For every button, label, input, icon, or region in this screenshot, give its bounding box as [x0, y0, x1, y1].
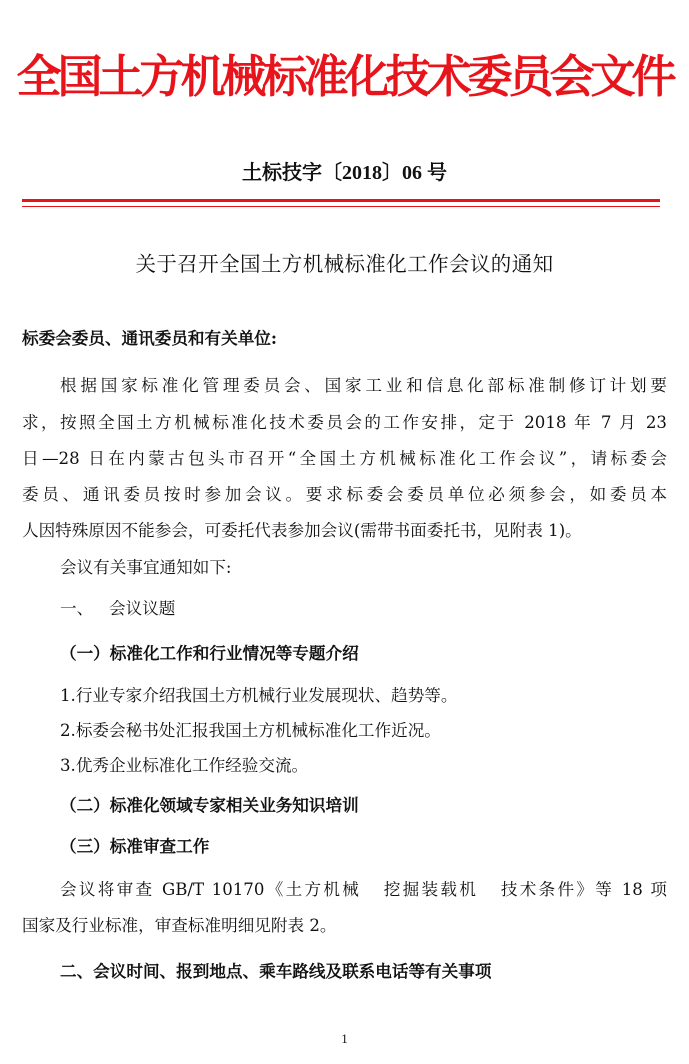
section-1-heading: 一、 会议议题 — [60, 599, 176, 618]
intro-paragraph-line: 根据国家标准化管理委员会、国家工业和信息化部标准制修订计划要 — [60, 376, 667, 395]
review-paragraph-line: 会议将审查 GB/T 10170《土方机械 挖掘装载机 技术条件》等 18 项 — [60, 880, 667, 899]
document-number: 土标技字〔2018〕06 号 — [242, 162, 447, 184]
list-item: 2.标委会秘书处汇报我国土方机械标准化工作近况。 — [60, 721, 441, 740]
header-divider-thick — [22, 199, 660, 202]
list-item: 3.优秀企业标准化工作经验交流。 — [60, 756, 309, 775]
document-header-title: 全国土方机械标准化技术委员会文件 — [16, 50, 673, 103]
header-divider-thin — [22, 206, 660, 207]
list-item: 1.行业专家介绍我国土方机械行业发展现状、趋势等。 — [60, 686, 458, 705]
subsection-3-heading: （三）标准审查工作 — [60, 836, 210, 856]
review-paragraph-line: 国家及行业标准，审查标准明细见附表 2。 — [22, 916, 337, 935]
intro-paragraph-line: 委员、通讯委员按时参加会议。要求标委会委员单位必须参会，如委员本 — [22, 485, 667, 504]
notice-title: 关于召开全国土方机械标准化工作会议的通知 — [135, 252, 554, 276]
matters-intro: 会议有关事宜通知如下: — [60, 558, 232, 577]
subsection-2-heading: （二）标准化领域专家相关业务知识培训 — [60, 795, 359, 815]
salutation: 标委会委员、通讯委员和有关单位: — [22, 328, 278, 348]
intro-paragraph-line: 求，按照全国土方机械标准化技术委员会的工作安排，定于 2018 年 7 月 23 — [22, 413, 667, 432]
section-2-heading: 二、会议时间、报到地点、乘车路线及联系电话等有关事项 — [60, 961, 492, 981]
intro-paragraph-line: 日—28 日在内蒙古包头市召开“全国土方机械标准化工作会议”，请标委会 — [22, 449, 667, 468]
intro-paragraph-line: 人因特殊原因不能参会，可委托代表参加会议(需带书面委托书，见附表 1)。 — [22, 521, 582, 540]
page-number: 1 — [341, 1031, 348, 1046]
subsection-1-heading: （一）标准化工作和行业情况等专题介绍 — [60, 643, 359, 663]
